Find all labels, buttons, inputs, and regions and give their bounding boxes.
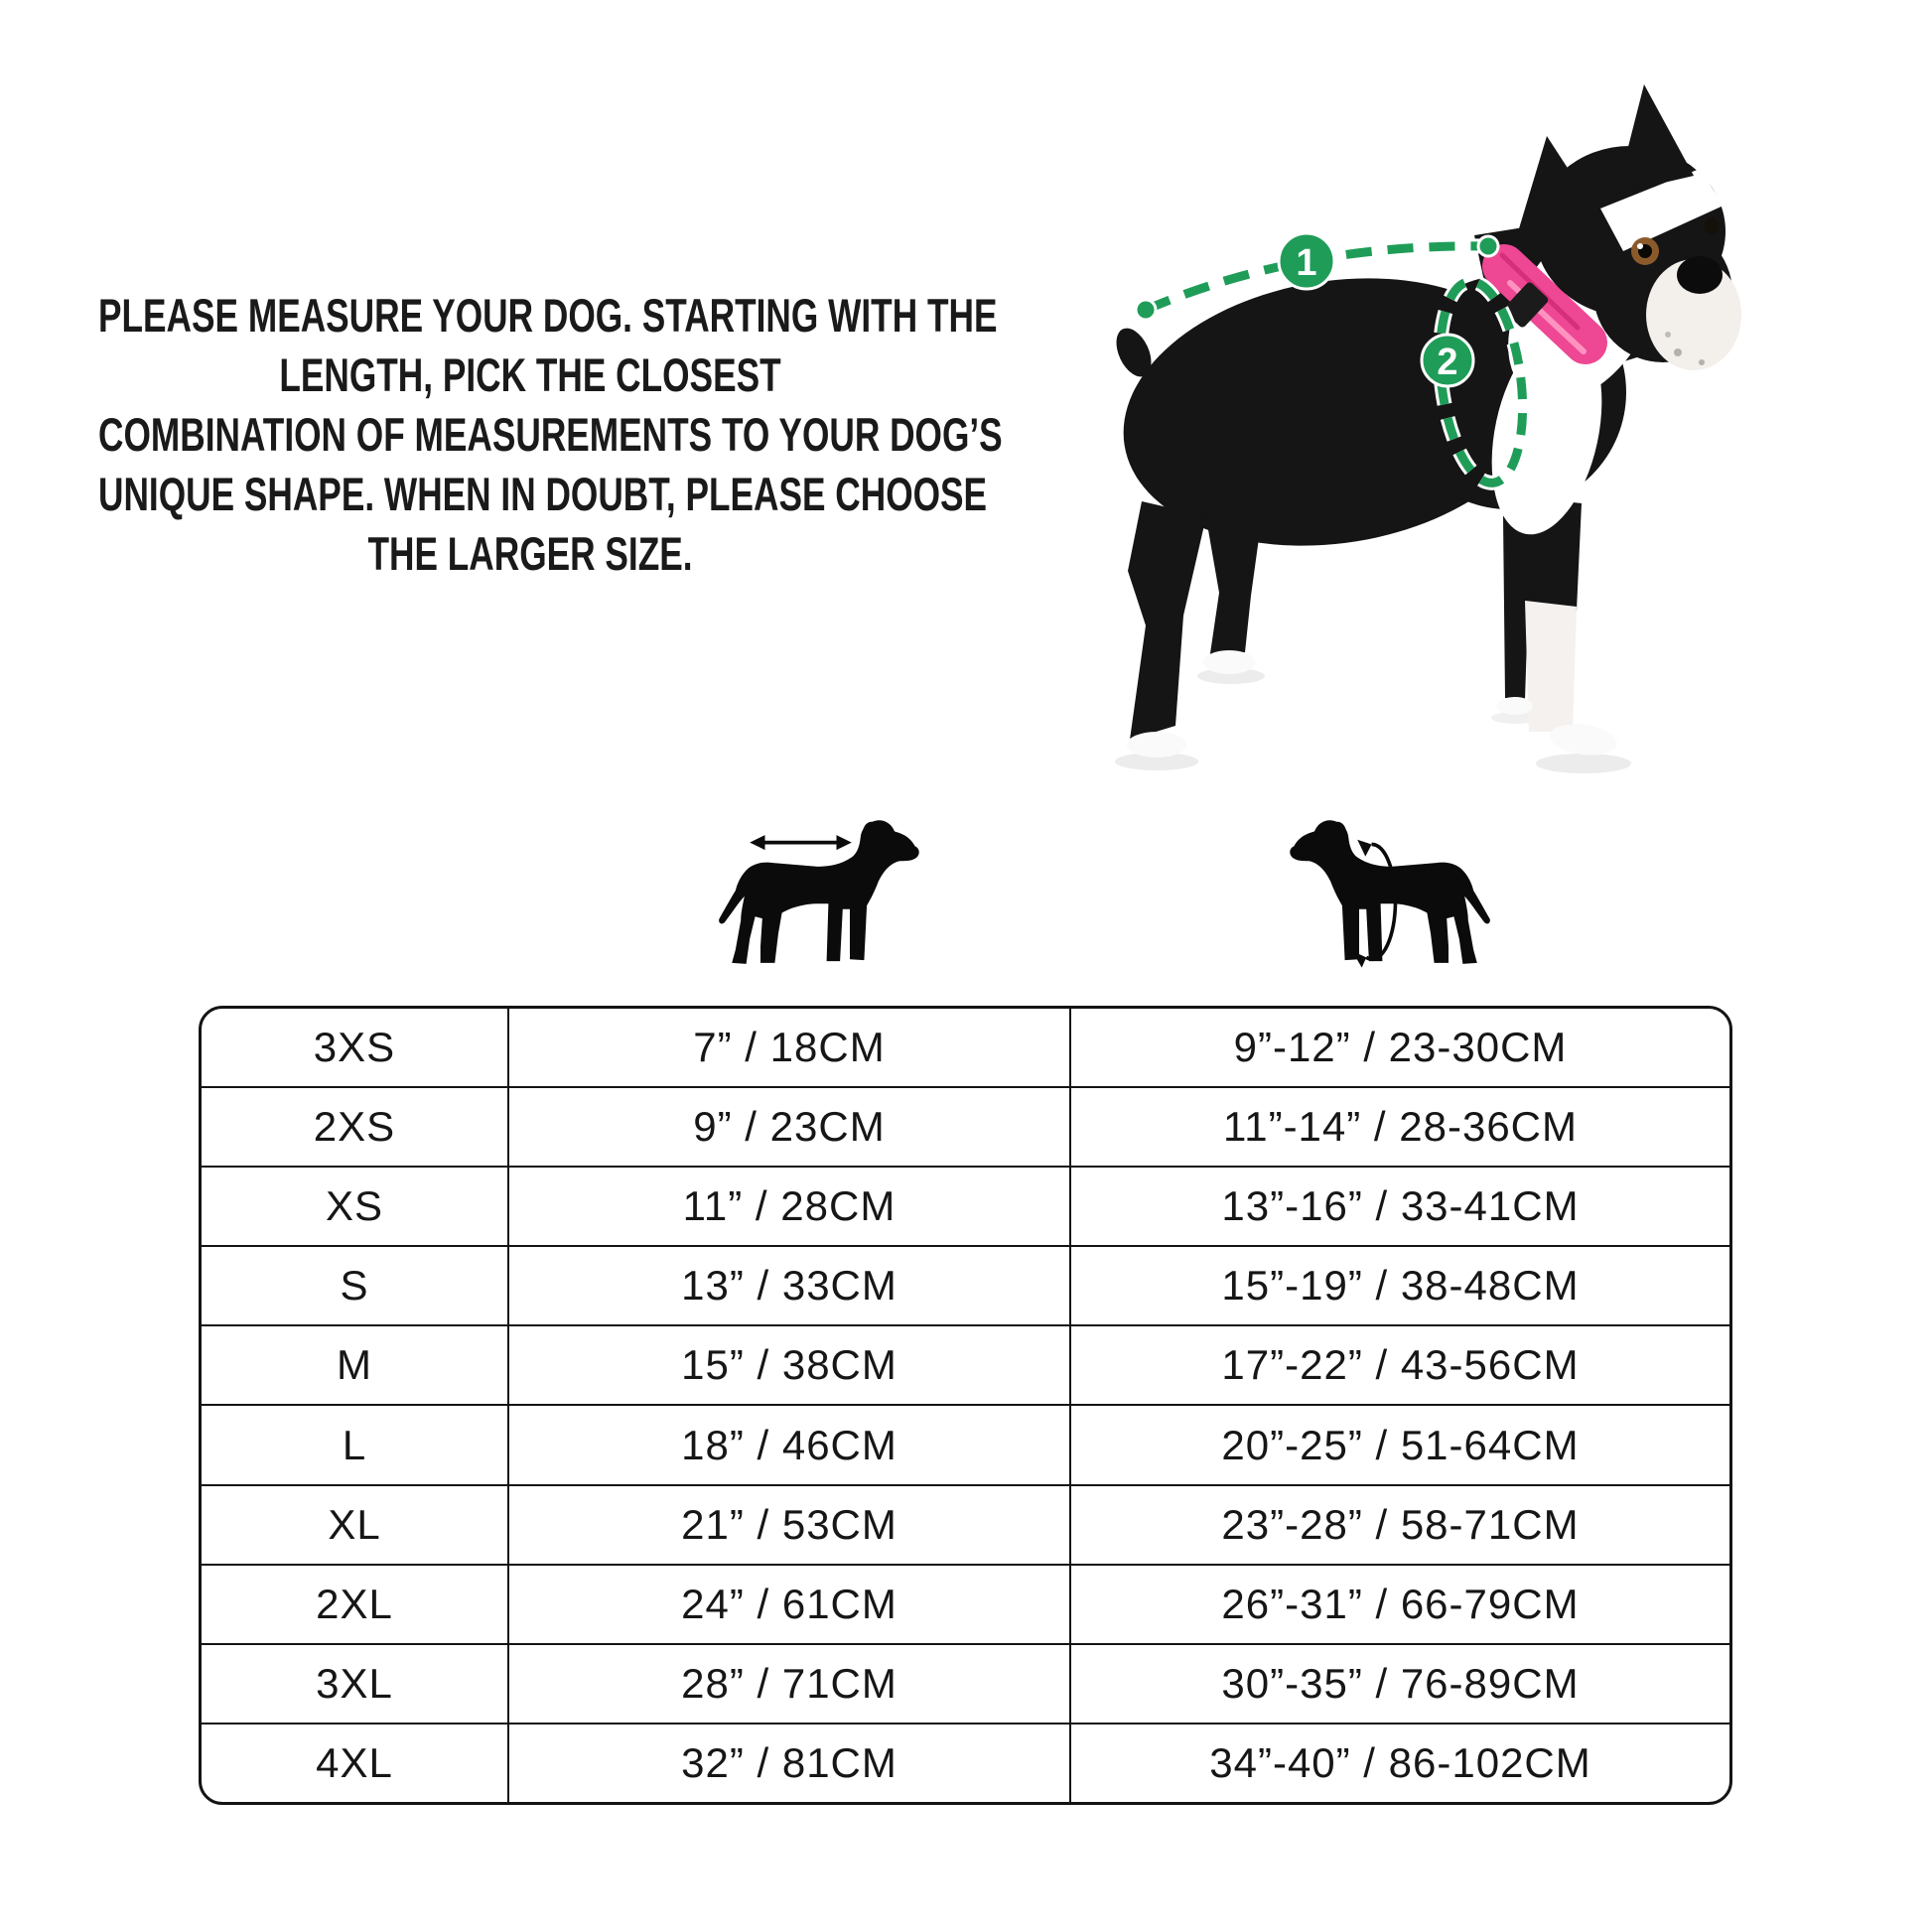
badge-1-label: 1	[1296, 242, 1317, 284]
length-cell: 9” / 23CM	[509, 1088, 1071, 1166]
table-row	[202, 1324, 1729, 1404]
size-cell: L	[202, 1406, 509, 1483]
size-cell: XL	[202, 1486, 509, 1564]
size-cell: XS	[202, 1168, 509, 1245]
girth-cell: 15”-19” / 38-48CM	[1221, 1262, 1580, 1310]
length-cell: 28” / 71CM	[509, 1645, 1071, 1723]
girth-cell: 26”-31” / 66-79CM	[1221, 1580, 1580, 1627]
badge-2-label: 2	[1437, 342, 1458, 383]
size-table	[199, 1006, 1732, 1805]
size-cell: 4XL	[202, 1725, 509, 1802]
length-cell: 32” / 81CM	[509, 1725, 1071, 1802]
instructions-line: COMBINATION OF MEASUREMENTS TO YOUR DOG’S	[98, 408, 1003, 461]
dog-nose	[1677, 256, 1723, 294]
size-cell: 3XS	[202, 1009, 509, 1086]
table-row	[202, 1723, 1729, 1802]
girth-cell: 9”-12” / 23-30CM	[1233, 1024, 1568, 1071]
length-cell: 24” / 61CM	[509, 1566, 1071, 1643]
length-cell: 15” / 38CM	[509, 1326, 1071, 1404]
table-row	[202, 1009, 1729, 1086]
table-row	[202, 1166, 1729, 1245]
length-cell: 18” / 46CM	[509, 1406, 1071, 1483]
size-cell: 2XL	[202, 1566, 509, 1643]
size-cell: 2XS	[202, 1088, 509, 1166]
instructions-text	[98, 286, 1003, 594]
girth-cell: 13”-16” / 33-41CM	[1221, 1182, 1580, 1230]
length-arrow-icon	[750, 835, 852, 850]
size-cell: S	[202, 1247, 509, 1324]
length-cell: 11” / 28CM	[509, 1168, 1071, 1245]
table-row	[202, 1245, 1729, 1324]
length-cell: 7” / 18CM	[509, 1009, 1071, 1086]
dog-photo-illustration	[1082, 55, 1876, 809]
instructions-line: PLEASE MEASURE YOUR DOG. STARTING WITH THE	[98, 289, 998, 342]
girth-cell: 34”-40” / 86-102CM	[1209, 1738, 1591, 1786]
girth-cell: 20”-25” / 51-64CM	[1221, 1421, 1580, 1468]
table-row	[202, 1643, 1729, 1723]
girth-cell: 17”-22” / 43-56CM	[1221, 1341, 1580, 1389]
table-row	[202, 1484, 1729, 1564]
size-cell: M	[202, 1326, 509, 1404]
dog-ear	[1616, 84, 1694, 194]
table-row	[202, 1086, 1729, 1166]
dog-eye	[1705, 217, 1719, 235]
table-row	[202, 1404, 1729, 1483]
size-cell: 3XL	[202, 1645, 509, 1723]
length-cell: 21” / 53CM	[509, 1486, 1071, 1564]
instructions-line: THE LARGER SIZE.	[367, 527, 693, 580]
length-cell: 13” / 33CM	[509, 1247, 1071, 1324]
instructions-line: LENGTH, PICK THE CLOSEST	[279, 348, 781, 401]
girth-cell: 23”-28” / 58-71CM	[1221, 1500, 1580, 1548]
dog-length-silhouette-icon	[698, 809, 930, 976]
instructions-line: UNIQUE SHAPE. WHEN IN DOUBT, PLEASE CHOOSE	[98, 468, 988, 520]
dog-girth-silhouette-icon	[1279, 809, 1511, 976]
girth-cell: 11”-14” / 28-36CM	[1222, 1103, 1579, 1151]
girth-cell: 30”-35” / 76-89CM	[1221, 1659, 1580, 1707]
table-row	[202, 1564, 1729, 1643]
